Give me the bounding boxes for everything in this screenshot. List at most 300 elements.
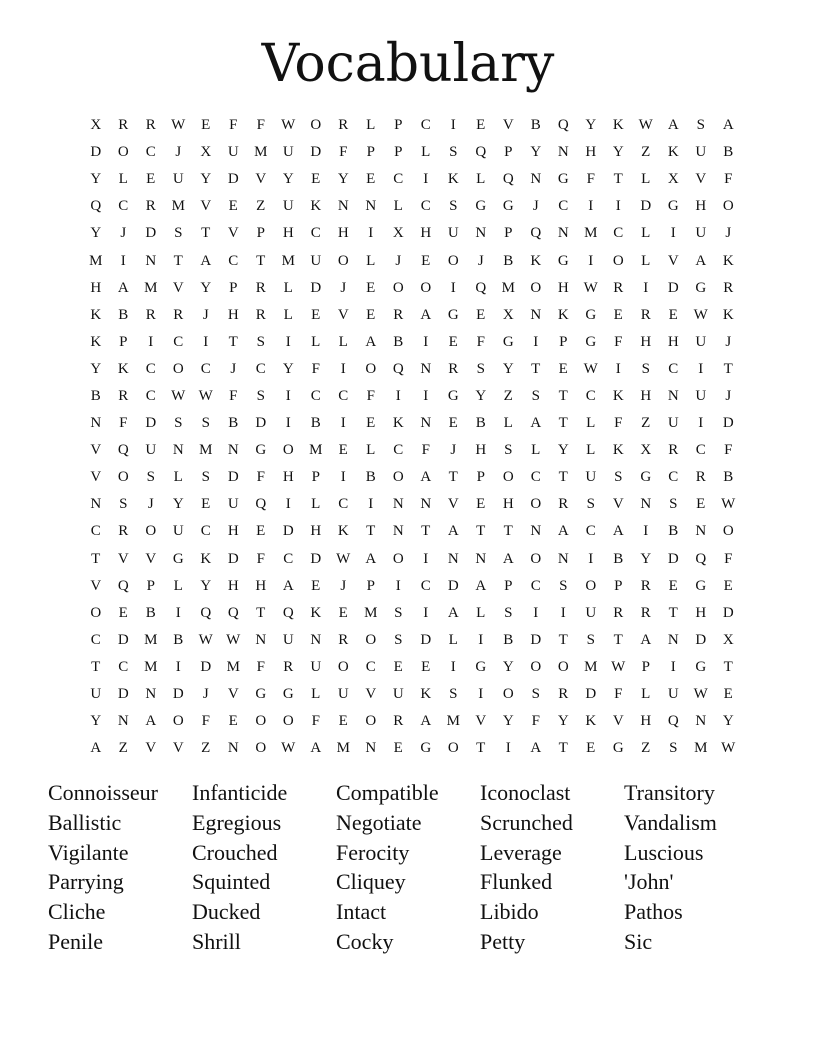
grid-letter: M (336, 740, 350, 757)
grid-letter: C (585, 387, 596, 404)
grid-letter: S (201, 415, 210, 432)
grid-row (82, 410, 742, 437)
grid-letter: S (146, 469, 155, 486)
grid-letter: D (227, 550, 239, 567)
grid-letter: G (585, 306, 597, 323)
grid-letter: U (337, 686, 349, 703)
word-list-item: Crouched (192, 839, 278, 865)
grid-letter: R (338, 117, 349, 134)
grid-letter: A (612, 523, 624, 540)
grid-letter: J (340, 577, 347, 594)
grid-letter: L (173, 577, 183, 594)
word-list-item: Cliquey (336, 869, 406, 895)
grid-letter: O (447, 252, 459, 269)
grid-letter: S (696, 117, 705, 134)
grid-letter: R (558, 686, 569, 703)
grid-letter: C (283, 550, 294, 567)
grid-letter: O (172, 713, 184, 730)
grid-letter: R (723, 279, 734, 296)
grid-letter: E (338, 604, 348, 621)
grid-letter: N (392, 496, 404, 513)
grid-letter: I (395, 577, 401, 594)
grid-letter: B (613, 550, 624, 567)
grid-letter: L (476, 171, 486, 188)
grid-letter: N (530, 171, 542, 188)
grid-letter: P (504, 577, 513, 594)
grid-letter: F (339, 144, 348, 161)
grid-letter: N (557, 550, 569, 567)
grid-letter: K (90, 306, 102, 323)
grid-letter: C (695, 442, 706, 459)
grid-letter: F (311, 360, 320, 377)
grid-letter: M (584, 225, 598, 242)
word-list-item: Transitory (624, 780, 715, 805)
grid-letter: U (172, 171, 184, 188)
grid-letter: B (393, 333, 404, 350)
grid-letter: T (256, 252, 266, 269)
grid-letter: P (614, 577, 623, 594)
grid-letter: H (337, 225, 349, 242)
grid-letter: U (90, 686, 102, 703)
grid-letter: C (420, 577, 431, 594)
grid-letter: Y (172, 496, 184, 513)
grid-letter: Y (90, 225, 102, 242)
grid-letter: G (502, 198, 514, 215)
grid-letter: C (613, 225, 624, 242)
grid-letter: Q (200, 604, 212, 621)
grid-row (82, 627, 742, 654)
grid-letter: E (338, 713, 348, 730)
grid-letter: L (448, 631, 458, 648)
grid-letter: T (558, 469, 568, 486)
grid-letter: Y (200, 171, 212, 188)
grid-letter: H (420, 225, 432, 242)
grid-letter: E (476, 306, 486, 323)
grid-letter: F (614, 333, 623, 350)
word-list-item: Leverage (480, 839, 562, 865)
grid-letter: L (641, 252, 651, 269)
grid-letter: O (557, 658, 569, 675)
grid-letter: J (532, 198, 539, 215)
grid-letter: M (144, 279, 158, 296)
grid-letter: O (282, 442, 294, 459)
grid-letter: V (227, 686, 239, 703)
grid-letter: R (145, 306, 156, 323)
grid-letter: T (613, 171, 623, 188)
grid-letter: I (285, 333, 291, 350)
grid-row (82, 166, 742, 193)
grid-letter: Q (475, 279, 487, 296)
grid-letter: I (670, 225, 676, 242)
grid-letter: A (310, 740, 322, 757)
grid-letter: Q (392, 360, 404, 377)
grid-letter: L (586, 442, 596, 459)
grid-letter: W (721, 740, 736, 757)
grid-letter: R (695, 469, 706, 486)
grid-letter: E (228, 198, 238, 215)
grid-letter: F (476, 333, 485, 350)
grid-letter: E (668, 577, 678, 594)
grid-letter: D (172, 686, 184, 703)
grid-letter: H (557, 279, 569, 296)
grid-letter: G (640, 469, 652, 486)
grid-letter: V (667, 252, 679, 269)
grid-letter: E (393, 740, 403, 757)
grid-letter: I (560, 604, 566, 621)
grid-letter: N (145, 252, 157, 269)
grid-letter: N (420, 496, 432, 513)
grid-letter: I (285, 496, 291, 513)
grid-letter: U (227, 144, 239, 161)
grid-letter: W (336, 550, 351, 567)
grid-letter: K (557, 306, 569, 323)
grid-letter: T (723, 658, 733, 675)
grid-letter: L (366, 252, 376, 269)
grid-letter: I (615, 198, 621, 215)
grid-letter: W (198, 631, 213, 648)
grid-letter: C (393, 171, 404, 188)
grid-letter: B (173, 631, 184, 648)
grid-letter: V (90, 577, 102, 594)
grid-letter: B (475, 415, 486, 432)
grid-letter: I (120, 252, 126, 269)
grid-letter: U (310, 252, 322, 269)
grid-letter: G (585, 333, 597, 350)
grid-letter: B (90, 387, 101, 404)
grid-letter: S (394, 604, 403, 621)
grid-letter: N (145, 686, 157, 703)
word-list-item: Luscious (624, 839, 704, 865)
grid-letter: R (613, 604, 624, 621)
grid-letter: N (530, 523, 542, 540)
grid-letter: U (172, 523, 184, 540)
grid-letter: P (256, 225, 265, 242)
grid-letter: Q (557, 117, 569, 134)
grid-letter: T (558, 387, 568, 404)
grid-letter: A (145, 713, 157, 730)
grid-letter: J (477, 252, 484, 269)
grid-letter: I (395, 387, 401, 404)
grid-letter: S (201, 469, 210, 486)
grid-letter: E (668, 306, 678, 323)
word-column (48, 778, 192, 957)
grid-letter: U (695, 333, 707, 350)
grid-row (82, 247, 742, 274)
grid-letter: D (447, 577, 459, 594)
grid-letter: J (725, 387, 732, 404)
grid-letter: I (450, 117, 456, 134)
grid-letter: U (310, 658, 322, 675)
grid-letter: L (393, 198, 403, 215)
grid-letter: Y (502, 360, 514, 377)
grid-letter: C (530, 469, 541, 486)
word-list-item: 'John' (624, 869, 674, 895)
grid-letter: N (475, 225, 487, 242)
grid-letter: P (366, 144, 375, 161)
grid-letter: C (310, 387, 321, 404)
grid-letter: P (394, 144, 403, 161)
grid-letter: P (641, 658, 650, 675)
grid-letter: S (531, 686, 540, 703)
grid-letter: T (366, 523, 376, 540)
grid-row (82, 735, 742, 762)
grid-letter: F (229, 117, 238, 134)
grid-letter: I (450, 658, 456, 675)
grid-letter: I (670, 658, 676, 675)
grid-letter: L (366, 442, 376, 459)
grid-letter: C (668, 360, 679, 377)
grid-letter: B (365, 469, 376, 486)
grid-letter: V (200, 198, 212, 215)
grid-letter: W (611, 658, 626, 675)
grid-letter: U (695, 144, 707, 161)
grid-letter: P (504, 144, 513, 161)
grid-letter: S (669, 496, 678, 513)
grid-letter: K (310, 604, 322, 621)
grid-letter: O (255, 713, 267, 730)
grid-letter: D (227, 171, 239, 188)
grid-letter: F (421, 442, 430, 459)
grid-letter: S (174, 225, 183, 242)
word-search-grid (82, 112, 742, 762)
grid-letter: C (145, 144, 156, 161)
word-list-item: Vandalism (624, 809, 717, 835)
grid-letter: A (117, 279, 129, 296)
grid-letter: Y (90, 713, 102, 730)
grid-letter: R (640, 604, 651, 621)
grid-letter: A (502, 550, 514, 567)
grid-letter: L (366, 117, 376, 134)
grid-letter: C (530, 577, 541, 594)
grid-letter: J (147, 496, 154, 513)
grid-letter: L (173, 469, 183, 486)
grid-letter: J (120, 225, 127, 242)
grid-letter: N (640, 496, 652, 513)
grid-letter: I (615, 360, 621, 377)
grid-letter: A (282, 577, 294, 594)
word-list-item: Libido (480, 899, 539, 925)
grid-letter: W (281, 740, 296, 757)
grid-letter: Y (337, 171, 349, 188)
grid-letter: O (172, 360, 184, 377)
grid-letter: C (173, 333, 184, 350)
grid-letter: F (724, 442, 733, 459)
grid-letter: S (669, 740, 678, 757)
grid-letter: R (640, 577, 651, 594)
grid-letter: R (393, 306, 404, 323)
grid-row (82, 708, 742, 735)
grid-letter: T (476, 740, 486, 757)
grid-letter: S (504, 604, 513, 621)
grid-letter: G (475, 198, 487, 215)
grid-letter: D (117, 686, 129, 703)
grid-letter: G (255, 686, 267, 703)
grid-letter: X (502, 306, 514, 323)
word-list-item: Flunked (480, 869, 553, 895)
grid-letter: F (724, 550, 733, 567)
grid-letter: K (612, 442, 624, 459)
grid-letter: Q (530, 225, 542, 242)
grid-letter: N (365, 740, 377, 757)
grid-letter: C (200, 360, 211, 377)
grid-letter: D (255, 415, 267, 432)
grid-row (82, 654, 742, 681)
grid-letter: R (668, 442, 679, 459)
grid-letter: R (255, 279, 266, 296)
grid-letter: V (227, 225, 239, 242)
grid-letter: H (282, 469, 294, 486)
grid-letter: O (722, 523, 734, 540)
grid-letter: I (588, 252, 594, 269)
grid-letter: T (91, 550, 101, 567)
grid-letter: Q (227, 604, 239, 621)
grid-letter: Z (118, 740, 128, 757)
grid-row (82, 518, 742, 545)
grid-letter: A (530, 740, 542, 757)
grid-row (82, 302, 742, 329)
word-column (624, 778, 768, 957)
grid-letter: B (723, 469, 734, 486)
grid-letter: T (613, 631, 623, 648)
grid-letter: C (668, 469, 679, 486)
grid-letter: C (228, 252, 239, 269)
grid-letter: M (364, 604, 378, 621)
grid-letter: N (227, 740, 239, 757)
grid-letter: R (118, 387, 129, 404)
grid-letter: D (667, 279, 679, 296)
grid-letter: O (337, 252, 349, 269)
word-column (192, 778, 336, 957)
grid-letter: H (227, 577, 239, 594)
grid-letter: Y (282, 360, 294, 377)
grid-letter: G (255, 442, 267, 459)
grid-letter: N (337, 198, 349, 215)
grid-letter: Y (282, 171, 294, 188)
grid-letter: A (447, 523, 459, 540)
grid-letter: C (393, 442, 404, 459)
grid-letter: Z (641, 144, 651, 161)
grid-letter: M (171, 198, 185, 215)
grid-letter: O (420, 279, 432, 296)
grid-letter: O (392, 469, 404, 486)
grid-letter: V (255, 171, 267, 188)
grid-letter: S (394, 631, 403, 648)
grid-letter: M (694, 740, 708, 757)
grid-letter: X (200, 144, 212, 161)
grid-letter: V (365, 686, 377, 703)
grid-letter: B (310, 415, 321, 432)
grid-row (82, 193, 742, 220)
grid-letter: K (90, 333, 102, 350)
grid-letter: W (693, 686, 708, 703)
grid-letter: P (119, 333, 128, 350)
grid-letter: W (171, 387, 186, 404)
grid-letter: L (531, 442, 541, 459)
grid-letter: R (255, 306, 266, 323)
grid-letter: M (144, 631, 158, 648)
grid-letter: O (310, 117, 322, 134)
grid-letter: R (393, 713, 404, 730)
grid-letter: N (255, 631, 267, 648)
grid-letter: V (145, 550, 157, 567)
grid-letter: I (643, 279, 649, 296)
grid-letter: C (310, 225, 321, 242)
grid-letter: C (420, 117, 431, 134)
grid-letter: L (641, 686, 651, 703)
grid-letter: O (502, 469, 514, 486)
grid-letter: X (640, 442, 652, 459)
grid-letter: M (501, 279, 515, 296)
grid-letter: U (282, 198, 294, 215)
grid-letter: A (475, 577, 487, 594)
grid-letter: F (586, 171, 595, 188)
grid-letter: A (557, 523, 569, 540)
grid-letter: D (310, 144, 322, 161)
grid-letter: K (117, 360, 129, 377)
grid-letter: Y (585, 117, 597, 134)
grid-letter: D (145, 415, 157, 432)
grid-letter: S (174, 415, 183, 432)
grid-letter: V (695, 171, 707, 188)
grid-letter: T (256, 604, 266, 621)
word-list-item: Squinted (192, 869, 271, 895)
grid-letter: D (695, 631, 707, 648)
grid-letter: I (450, 279, 456, 296)
grid-letter: E (311, 577, 321, 594)
grid-letter: P (229, 279, 238, 296)
grid-letter: M (254, 144, 268, 161)
grid-letter: D (530, 631, 542, 648)
grid-letter: C (118, 198, 129, 215)
grid-letter: X (722, 631, 734, 648)
grid-letter: U (585, 604, 597, 621)
grid-letter: S (586, 631, 595, 648)
grid-letter: O (282, 713, 294, 730)
grid-letter: E (723, 577, 733, 594)
grid-letter: R (640, 306, 651, 323)
grid-letter: Q (695, 550, 707, 567)
grid-letter: L (586, 415, 596, 432)
grid-letter: D (722, 415, 734, 432)
grid-letter: D (282, 523, 294, 540)
grid-letter: Q (117, 442, 129, 459)
grid-letter: E (366, 171, 376, 188)
grid-letter: J (395, 252, 402, 269)
grid-letter: A (722, 117, 734, 134)
word-list-item: Iconoclast (480, 780, 571, 805)
grid-letter: O (365, 713, 377, 730)
word-list-item: Shrill (192, 928, 241, 954)
grid-letter: T (558, 631, 568, 648)
grid-letter: E (476, 117, 486, 134)
grid-letter: B (503, 252, 514, 269)
grid-letter: H (90, 279, 102, 296)
grid-letter: T (723, 360, 733, 377)
grid-letter: E (201, 496, 211, 513)
grid-letter: E (311, 171, 321, 188)
grid-letter: O (145, 523, 157, 540)
grid-letter: G (557, 171, 569, 188)
grid-letter: H (640, 387, 652, 404)
grid-letter: D (90, 144, 102, 161)
word-list-item: Scrunched (480, 809, 573, 835)
grid-letter: O (530, 550, 542, 567)
grid-letter: V (90, 442, 102, 459)
grid-row (82, 681, 742, 708)
grid-letter: O (337, 658, 349, 675)
grid-letter: I (340, 415, 346, 432)
grid-letter: I (533, 333, 539, 350)
